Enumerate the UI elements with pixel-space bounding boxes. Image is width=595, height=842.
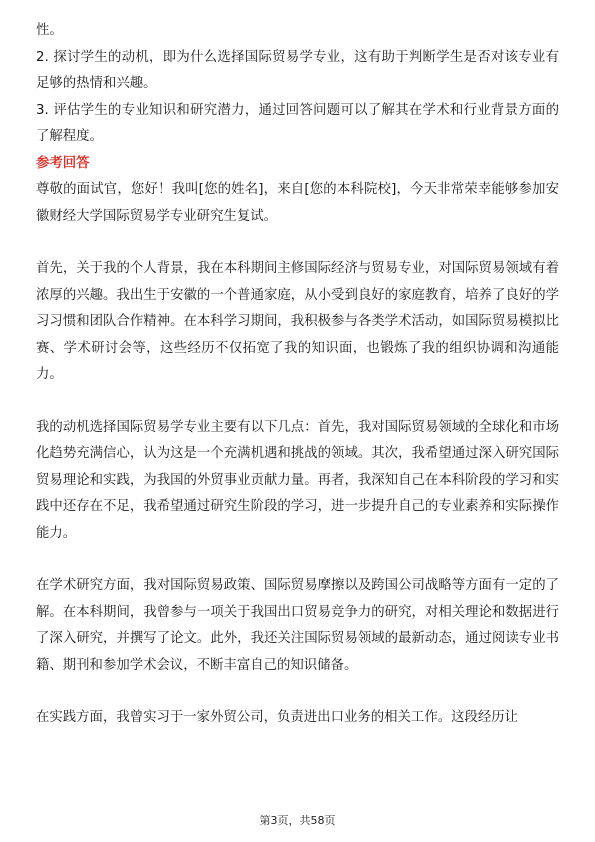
paragraph-gap: [36, 547, 559, 573]
intro-point-3: 3. 评估学生的专业知识和研究潜力，通过回答问题可以了解其在学术和行业背景方面的了解程度。: [36, 102, 559, 144]
paragraph-gap: [36, 679, 559, 705]
intro-line-continuation: 性。: [36, 23, 63, 38]
answer-practice: 在实践方面，我曾实习于一家外贸公司，负责进出口业务的相关工作。这段经历让: [36, 710, 519, 725]
intro-point-2: 2. 探讨学生的动机，即为什么选择国际贸易学专业，这有助于判断学生是否对该专业有足够的热情和兴趣。: [36, 49, 559, 91]
answer-background: 首先，关于我的个人背景，我在本科期间主修国际经济与贸易专业，对国际贸易领域有着浓厚的兴趣。我出生于安徽的一个普通家庭，从小受到良好的家庭教育，培养了良好的学习习惯和团队合作精神。在本科学习期间，我积极参与各类学术活动，如国际贸易模拟比赛、学术研讨会等，这些经历不仅拓宽了我的知识面，也锻炼了我的组织协调和沟通能力。: [36, 261, 559, 382]
answer-motivation: 我的动机选择国际贸易学专业主要有以下几点：首先，我对国际贸易领域的全球化和市场化趋势充满信心，认为这是一个充满机遇和挑战的领域。其次，我希望通过深入研究国际贸易理论和实践，为我国的外贸事业贡献力量。再者，我深知自己在本科阶段的学习和实践中还存在不足，我希望通过研究生阶段的学习，进一步提升自己的专业素养和实际操作能力。: [36, 419, 559, 541]
paragraph-gap: [36, 230, 559, 256]
answer-research: 在学术研究方面，我对国际贸易政策、国际贸易摩擦以及跨国公司战略等方面有一定的了解。在本科期间，我曾参与一项关于我国出口贸易竞争力的研究，对相关理论和数据进行了深入研究，并撰写了论文。此外，我还关注国际贸易领域的最新动态，通过阅读专业书籍、期刊和参加学术会议，不断丰富自己的知识储备。: [36, 578, 559, 673]
paragraph-gap: [36, 389, 559, 415]
answer-heading: 参考回答: [36, 155, 90, 171]
page-content: [36, 18, 559, 732]
answer-greeting: 尊敬的面试官，您好！我叫[您的姓名]，来自[您的本科院校]，今天非常荣幸能够参加安徽财经大学国际贸易学专业研究生复试。: [36, 182, 559, 224]
page-number-footer: 第3页，共58页: [259, 814, 336, 827]
